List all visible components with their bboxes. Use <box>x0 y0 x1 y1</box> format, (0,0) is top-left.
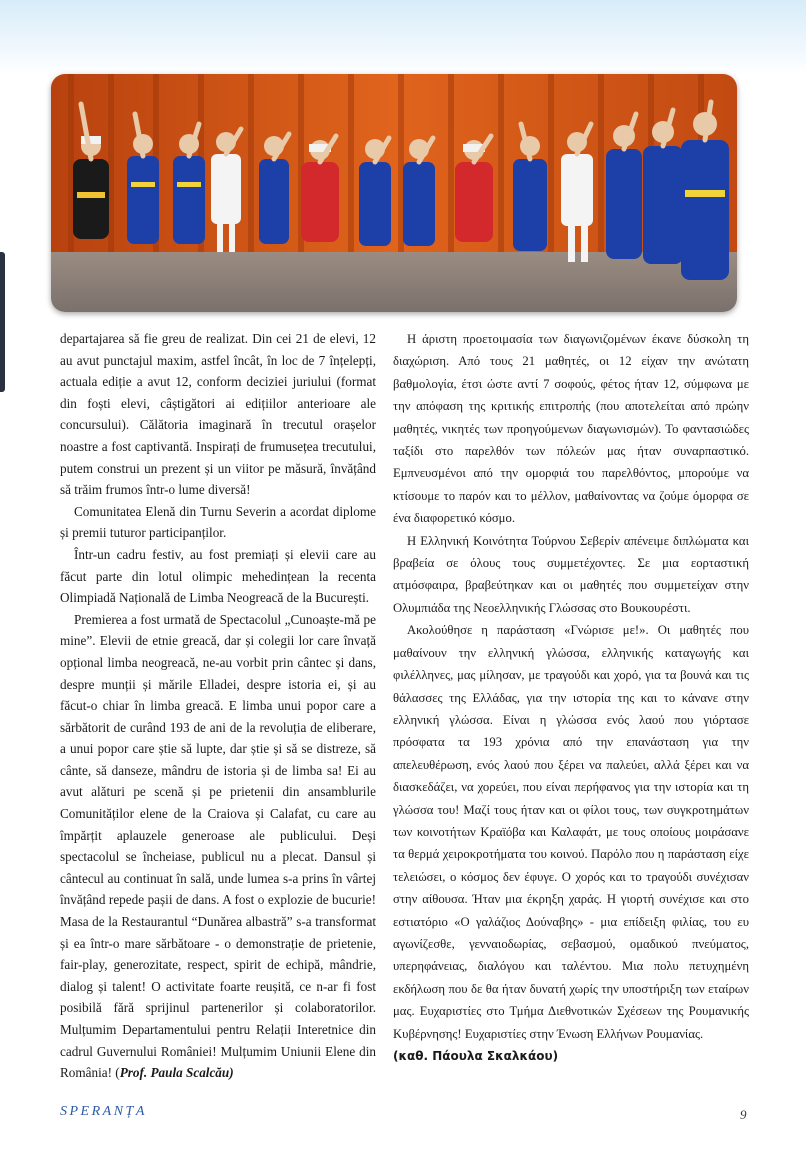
paragraph: departajarea să fie greu de realizat. Din cei 21 de elevi, 12 au avut punctajul maxim, astfel încât, în loc de 7 înțelepți, actuala ediție a avut 12, conform deciziei juriului (format din foști elevi, câștigători ai edițiilor anterioare ale concursului). Călătoria imaginară în trecutul orașelor noastre a fost captivantă. Inspirați de frumusețea trecutului, putem construi un prezent și un viitor pe măsură, învățând să trăim frumos într-o lume diversă! <box>60 331 376 498</box>
magazine-title: SPERANȚA <box>60 1104 147 1119</box>
side-edge-marker <box>0 252 5 392</box>
page-number: 9 <box>740 1107 747 1122</box>
paragraph-text: Premierea a fost urmată de Spectacolul „Cunoaște-mă pe mine”. Elevii de etnie greacă, dar și colegii lor care învață opțional limba neogreacă, ne-au vorbit prin cântec și dans, despre munții și mările Elladei, despre istoria ei, și au făcut-o chiar în limba greacă. E limba unui popor care a sărbătorit de curând 193 de ani de la revoluția de eliberare, a unui popor care știe să lupte, dar știe și să se distreze, să cânte, să danseze, mândru de istoria și de limba sa! Ei au avut alături pe scenă și pe prietenii din ansamblurile Comunităților elene de la Craiova și Calafat, cu care au împărțit aplauzele generoase ale publicului. Deși spectacolul se încheiase, publicul nu a plecat. Dansul și cântecul au continuat în sală, unde lumea s-a prins în vârtej învățând repede pașii de dans. A fost o explozie de bucurie! Masa de la Restaurantul “Dunărea albastră” s-a transformat și ea într-o mare sărbătoare - o demonstrație de prietenie, fair-play, generozitate, respect, spirit de echipă, mândrie, dialog și talent! O activitate foarte reușită, ce n-ar fi fost posibilă fără sprijinul partenerilor și colaboratorilor. Mulțumim Departamentului pentru Relații Interetnice din cadrul Guvernului României! Mulțumim Uniunii Elene din România! ( <box>60 611 376 1081</box>
dancers-photo <box>51 74 737 312</box>
paragraph: Ακολούθησε η παράσταση «Γνώρισε με!». Οι μαθητές που μαθαίνουν την ελληνική γλώσσα, ελληνικής καταγωγής και φιλέλληνες, μας μίλησαν, με τραγούδι και χορό, για τα βουνά και τις θάλασσες της Ελλάδας, για την ιστορία της και το κάνανε στην ελληνική γλώσσα. Είναι η γλώσσα ενός λαού που γιόρτασε πρόσφατα τα 193 χρόνια από την επανάσταση για την απελευθέρωση, ενός λαού που ξέρει να παλεύει, αλλά ξέρει και να διασκεδάζει, να χορεύει, που είναι περήφανος για την ιστορία και τη γλώσσα του! Μαζί τους ήταν και οι φίλοι τους, των συγκροτημάτων των κοινοτήτων Κραϊόβα και Καλαφάτ, με τους οποίους μοιράσανε τα θερμά χειροκροτήματα του κοινού. Παρόλο που η παράσταση είχε τελειώσει, ο κόσμος δεν έφυγε. Ο χορός και το τραγούδι συνέχισαν στην αίθουσα. Ήταν μια έκρηξη χαράς. Η γιορτή συνέχισε και στο εστιατόριο «Ο γαλάζιος Δούναβης» - μια επίδειξη φιλίας, του ευ αγωνίζεσθε, γενναιοδωρίας, σεβασμού, ομαδικού πνεύματος, υπερηφάνειας, διαλόγου και ταλέντου. Μια πολυ πετυχημένη εκδήλωση που δε θα ήταν δυνατή χωρίς την υποστήριξη των εταίρων μας. Ευχαριστίες στο Τμήμα Διεθνοτικών Σχέσεων της Ρουμανικής Κυβέρνησης! Ευχαριστίες στην Ένωση Ελλήνων Ρουμανίας. <box>393 623 749 1041</box>
greek-text-column <box>393 328 749 1067</box>
romanian-text-column <box>60 328 376 1084</box>
group-photo-dancers-icon <box>51 74 737 312</box>
paragraph <box>60 609 376 1084</box>
paragraph: Într-un cadru festiv, au fost premiați și elevii care au făcut parte din lotul olimpic mehedințean la recenta Olimpiadă Națională de Limba Neogreacă de la București. <box>60 546 376 606</box>
paragraph: Η Ελληνική Κοινότητα Τούρνου Σεβερίν απένειμε διπλώματα και βραβεία σε όλους τους συμμετέχοντες. Σε μια εορταστική ατμόσφαιρα, βραβεύτηκαν και οι μαθητές που συμμετείχαν στην Ολυμπιάδα της Νεοελληνικής Γλώσσας στο Βουκουρέστι. <box>393 533 749 615</box>
paragraph: Η άριστη προετοιμασία των διαγωνιζομένων έκανε δύσκολη τη διαχώριση. Από τους 21 μαθητές, οι 12 είχαν την ανώτατη βαθμολογία, έτσι ώστε αντί 7 σοφούς, φέτος ήταν 12, σύμφωνα με την απόφαση της κριτικής επιτροπής (που αποτελείται από πρώην μαθητές, νικητές των προηγούμενων διαγωνισμών). Το φαντασιώδες ταξίδι στο παρελθόν των πόλεών μας ήταν συναρπαστικό. Εμπνευσμένοι από την ομορφιά του παρελθόντος, μπορούμε να κτίσουμε το παρόν και το μέλλον, μαθαίνοντας να ζούμε όμορφα σε ένα διαφορετικό κόσμο. <box>393 332 749 526</box>
paragraph: Comunitatea Elenă din Turnu Severin a acordat diplome și premii tuturor participanților. <box>60 503 376 541</box>
author-signature-greek: (καθ. Πάουλα Σκαλκάου) <box>393 1049 559 1063</box>
author-signature: Prof. Paula Scalcău) <box>119 1065 234 1081</box>
